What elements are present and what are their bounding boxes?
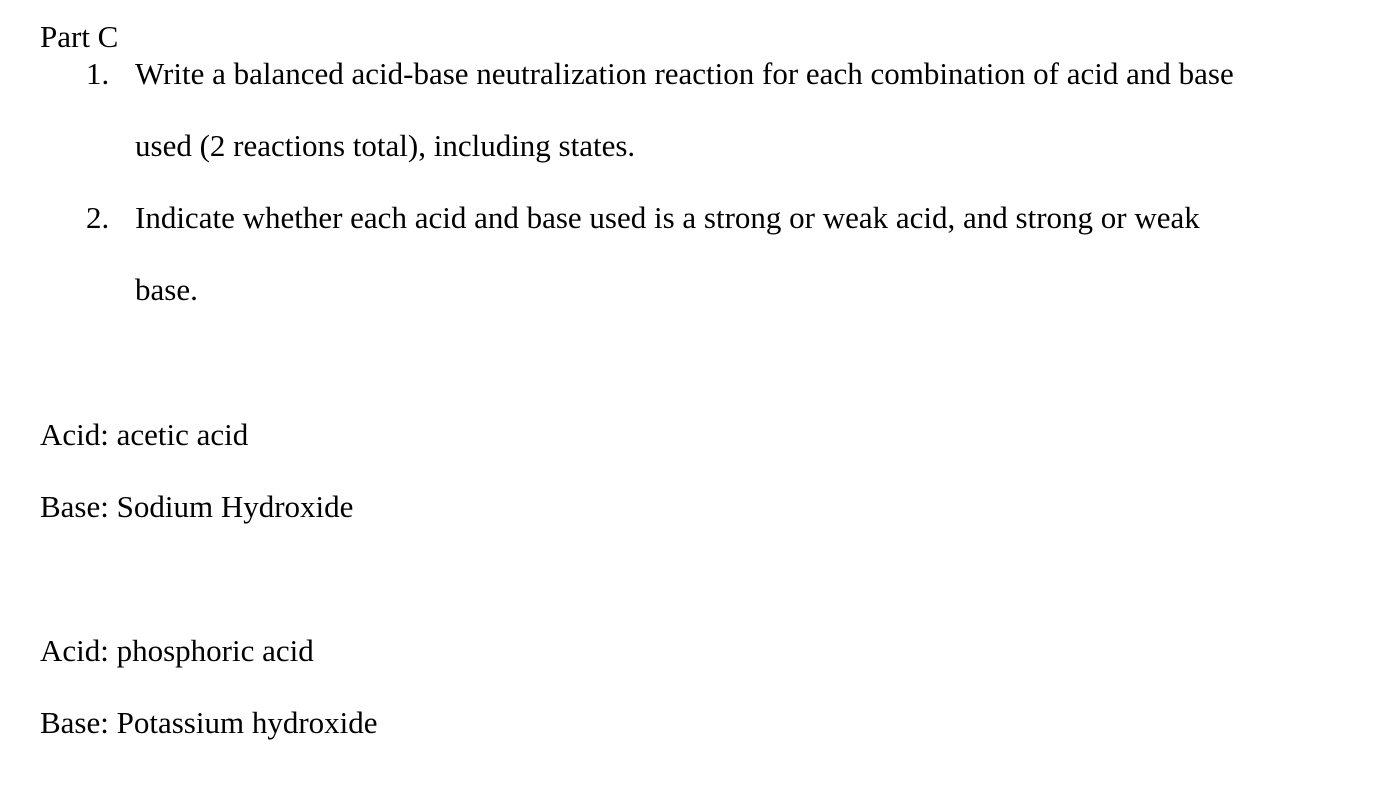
base-label-1: Base: Sodium Hydroxide — [40, 489, 354, 524]
list-item-2-line-2: base. — [135, 272, 198, 307]
acid-label-2: Acid: phosphoric acid — [40, 633, 314, 668]
acid-label-1: Acid: acetic acid — [40, 417, 249, 452]
list-number-2: 2. — [86, 200, 110, 235]
list-item-1-line-2: used (2 reactions total), including states. — [135, 128, 636, 163]
list-item-2-line-1: Indicate whether each acid and base used is a strong or weak acid, and strong or weak — [135, 200, 1200, 235]
list-item-1-line-1: Write a balanced acid-base neutralization reaction for each combination of acid and base — [135, 56, 1234, 91]
section-heading: Part C — [40, 19, 119, 54]
list-number-1: 1. — [86, 56, 110, 91]
base-label-2: Base: Potassium hydroxide — [40, 705, 378, 740]
